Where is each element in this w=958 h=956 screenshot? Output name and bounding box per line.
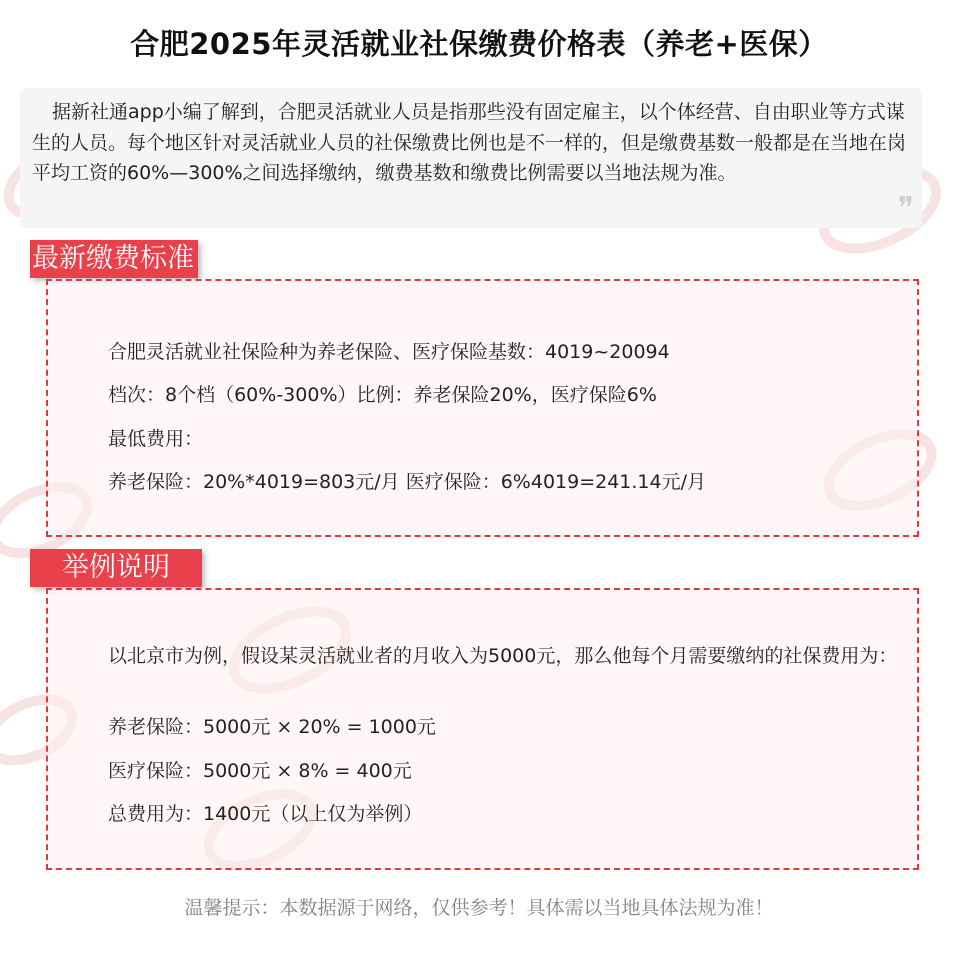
- example-paragraph: 以北京市为例，假设某灵活就业者的月收入为5000元，那么他每个月需要缴纳的社保费用为：: [108, 645, 898, 667]
- section-tag-example: 举例说明: [30, 549, 202, 587]
- example-line: 总费用为：1400元（以上仅为举例）: [108, 803, 423, 825]
- page-title: 合肥2025年灵活就业社保缴费价格表（养老+医保）: [130, 27, 828, 61]
- example-line: 养老保险：5000元 × 20% = 1000元: [108, 716, 436, 738]
- standard-line: 合肥灵活就业社保险种为养老保险、医疗保险基数：4019~20094: [108, 341, 670, 363]
- intro-text: 据新社通app小编了解到，合肥灵活就业人员是指那些没有固定雇主，以个体经营、自由职业等方式谋生的人员。每个地区针对灵活就业人员的社保缴费比例也是不一样的，但是缴费基数一般都是在当地在岗平均工资的60%—300%之间选择缴纳，缴费基数和缴费比例需要以当地法规为准。: [32, 101, 907, 184]
- example-box: [46, 588, 919, 870]
- example-line: 医疗保险：5000元 × 8% = 400元: [108, 760, 412, 782]
- section-tag-standard: 最新缴费标准: [30, 240, 198, 278]
- quote-icon: ❞: [897, 190, 914, 226]
- standard-box: [46, 279, 919, 537]
- standard-line: 档次：8个档（60%-300%）比例：养老保险20%，医疗保险6%: [108, 384, 657, 406]
- standard-line: 最低费用：: [108, 428, 204, 450]
- footer-note: 温馨提示：本数据源于网络，仅供参考！具体需以当地具体法规为准！: [184, 897, 774, 919]
- standard-line: 养老保险：20%*4019=803元/月 医疗保险：6%4019=241.14元/月: [108, 471, 707, 493]
- intro-paragraph: [20, 88, 922, 228]
